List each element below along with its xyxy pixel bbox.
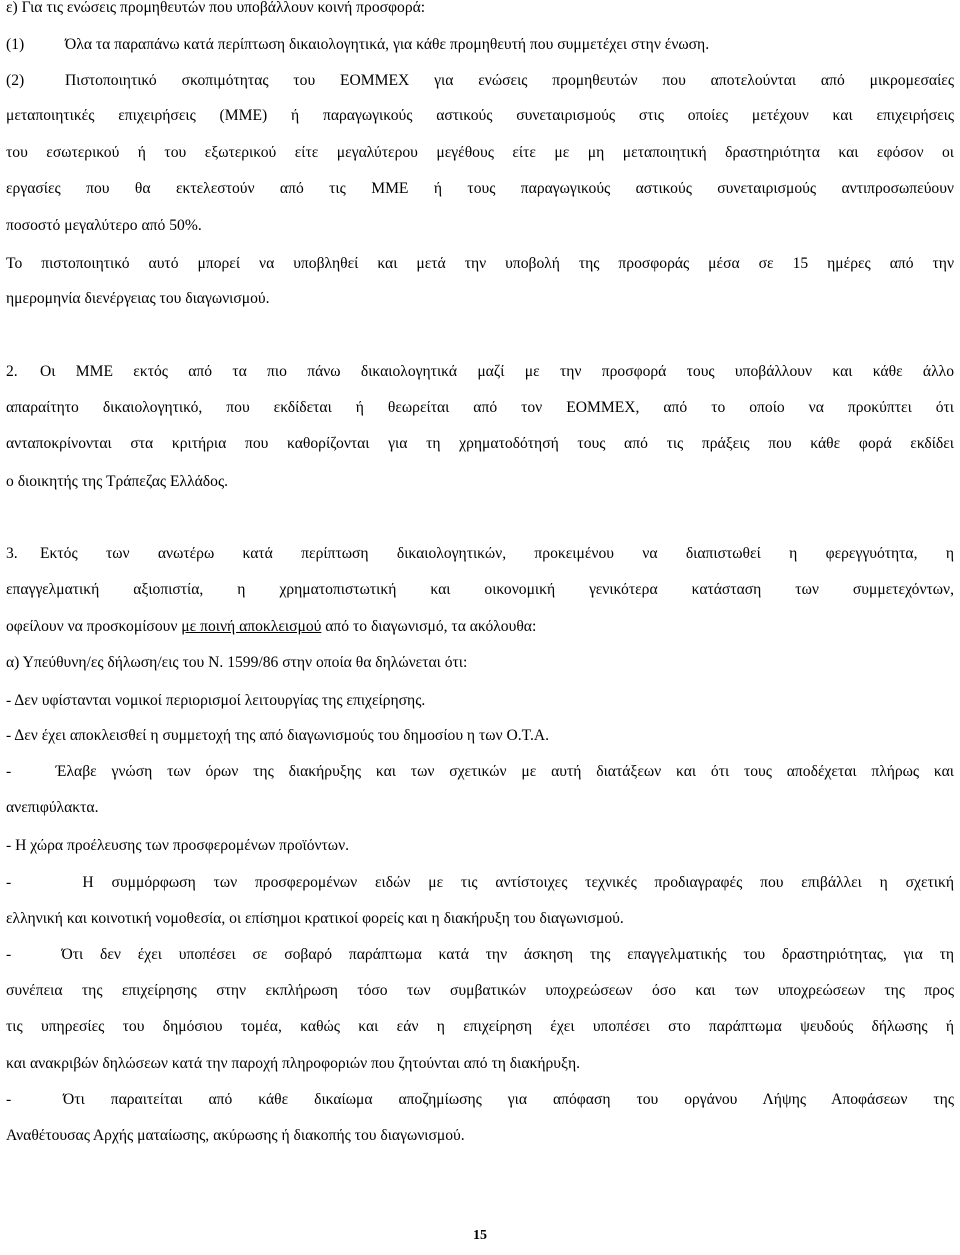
text-line: ανταποκρίνονται στα κριτήρια που καθορίζονται για τη χρηματοδότησή τους από τις πράξεις που κάθε φορά εκδίδει (6, 435, 954, 452)
bullet-line: - Έλαβε γνώση των όρων της διακήρυξης και των σχετικών με αυτή διατάξεων και ότι τους αποδέχεται πλήρως και (6, 763, 954, 780)
bullet-line: - Δεν υφίστανται νομικοί περιορισμοί λειτουργίας της επιχείρησης. (6, 692, 426, 709)
text-line: ποσοστό μεγαλύτερο από 50%. (6, 217, 202, 234)
text-line: εργασίες που θα εκτελεστούν από τις ΜΜΕ ή τους παραγωγικούς αστικούς συνεταιρισμούς αντιπροσωπεύουν (6, 180, 954, 197)
item-number: (2) (6, 72, 25, 89)
text-line: α) Υπεύθυνη/ες δήλωση/εις του Ν. 1599/86 στην οποία θα δηλώνεται ότι: (6, 654, 468, 671)
underlined-text: με ποινή αποκλεισμού (181, 618, 322, 635)
text-line: ανεπιφύλακτα. (6, 799, 99, 816)
text-line: απαραίτητο δικαιολογητικό, που εκδίδεται ή θεωρείται από τον ΕΟΜΜΕΧ, από το οποίο να προκύπτει ότι (6, 399, 954, 416)
section-3-line (6, 542, 954, 566)
text-line: ελληνική και κοινοτική νομοθεσία, οι επίσημοι κρατικοί φορείς και η διακήρυξη του διαγωνισμού. (6, 910, 624, 927)
section-text: Οι ΜΜΕ εκτός από τα πιο πάνω δικαιολογητικά μαζί με την προσφορά τους υποβάλλουν και κάθε άλλο (40, 363, 954, 380)
section-number: 2. (6, 363, 18, 380)
bullet-line: - Η συμμόρφωση των προσφερομένων ειδών με τις αντίστοιχες τεχνικές προδιαγραφές που επιβάλλει η σχετική (6, 874, 954, 891)
text-line: μεταποιητικές επιχειρήσεις (ΜΜΕ) ή παραγωγικούς αστικούς συνεταιρισμούς στις οποίες μετέχουν και επιχειρήσεις (6, 107, 954, 124)
text-line: τις υπηρεσίες του δημόσιου τομέα, καθώς και εάν η επιχείρηση έχει υποπέσει στο παράπτωμα ψευδούς δήλωσης ή (6, 1018, 954, 1035)
bullet-line: - Ότι παραιτείται από κάθε δικαίωμα αποζημίωσης για απόφαση του οργάνου Λήψης Αποφάσεων της (6, 1091, 954, 1108)
text-line: συνέπεια της επιχείρησης στην εκπλήρωση τόσο των συμβατικών υποχρεώσεων όσο και των υποχρεώσεων της προς (6, 982, 954, 999)
text-segment: από το διαγωνισμό, τα ακόλουθα: (321, 618, 537, 635)
text-line: Το πιστοποιητικό αυτό μπορεί να υποβληθεί και μετά την υποβολή της προσφοράς μέσα σε 15 ημέρες από την (6, 255, 954, 272)
item-number: (1) (6, 36, 25, 53)
bullet-line: - Η χώρα προέλευσης των προσφερομένων προϊόντων. (6, 837, 350, 854)
list-item-1 (6, 33, 954, 57)
item-text: Πιστοποιητικό σκοπιμότητας του ΕΟΜΜΕΧ για ενώσεις προμηθευτών που αποτελούνται από μικρομεσαίες (65, 72, 954, 89)
item-text: Όλα τα παραπάνω κατά περίπτωση δικαιολογητικά, για κάθε προμηθευτή που συμμετέχει στην ένωση. (65, 36, 710, 53)
text-line: ε) Για τις ενώσεις προμηθευτών που υποβάλλουν κοινή προσφορά: (6, 0, 426, 16)
bullet-line: - Ότι δεν έχει υποπέσει σε σοβαρό παράπτωμα κατά την άσκηση της επαγγελματικής του δραστηριότητας, για τη (6, 946, 954, 963)
bullet-line: - Δεν έχει αποκλεισθεί η συμμετοχή της από διαγωνισμούς του δημοσίου η των Ο.Τ.Α. (6, 727, 550, 744)
text-line: Αναθέτουσας Αρχής ματαίωσης, ακύρωσης ή διακοπής του διαγωνισμού. (6, 1127, 465, 1144)
section-number: 3. (6, 545, 18, 562)
text-line: του εσωτερικού ή του εξωτερικού είτε μεγαλύτερου μεγέθους είτε με μη μεταποιητική δραστηριότητα και εφόσον οι (6, 144, 954, 161)
page-number: 15 (473, 1228, 487, 1243)
text-line: επαγγελματική αξιοπιστία, η χρηματοπιστωτική και οικονομική γενικότερα κατάσταση των συμμετεχόντων, (6, 581, 954, 598)
list-item-2 (6, 69, 954, 93)
text-line (6, 615, 954, 639)
section-text: Εκτός των ανωτέρω κατά περίπτωση δικαιολογητικών, προκειμένου να διαπιστωθεί η φερεγγυότητα, η (40, 545, 954, 562)
text-line: ο διοικητής της Τράπεζας Ελλάδος. (6, 473, 229, 490)
section-2-line (6, 360, 954, 384)
text-segment: οφείλουν να προσκομίσουν (6, 618, 182, 635)
text-line: και ανακριβών δηλώσεων κατά την παροχή πληροφοριών που ζητούνται από τη διακήρυξη. (6, 1055, 581, 1072)
text-line: ημερομηνία διενέργειας του διαγωνισμού. (6, 290, 270, 307)
